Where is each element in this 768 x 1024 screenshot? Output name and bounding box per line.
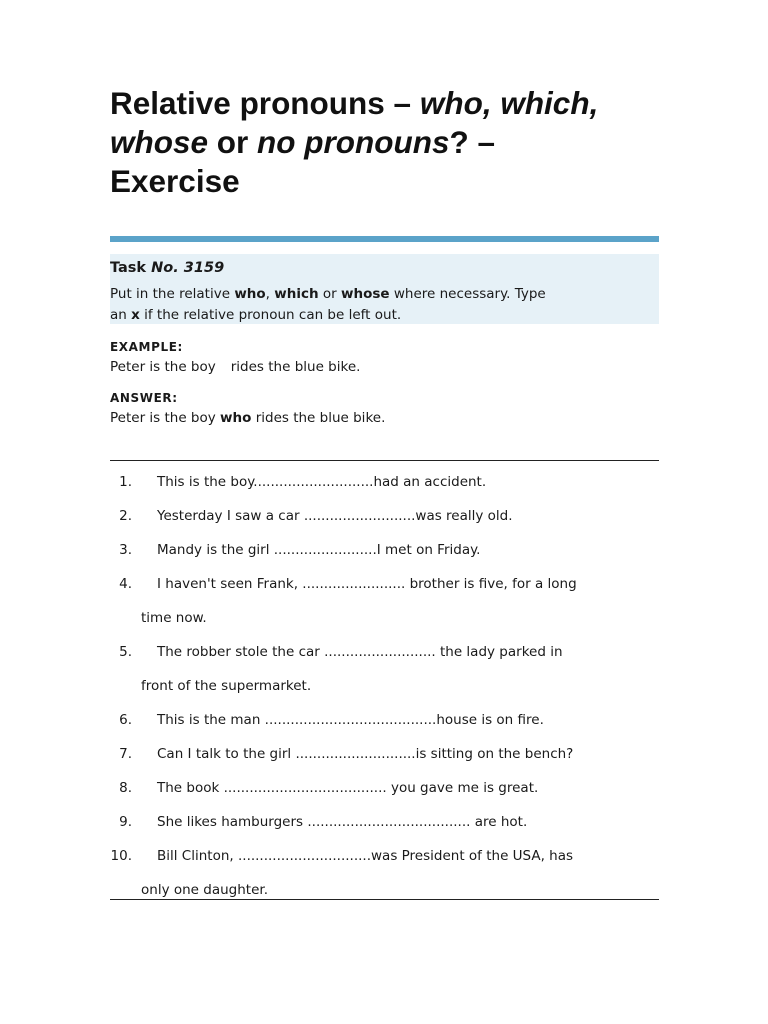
instr-text: where necessary. Type — [389, 286, 546, 302]
item-text: This is the boy............................had an accident. — [157, 474, 487, 490]
page-title — [110, 84, 670, 201]
title-part-3: whose — [110, 124, 209, 160]
item-text: This is the man ........................................house is on fire. — [157, 712, 544, 728]
answer-start: Peter is the boy — [110, 410, 221, 426]
title-part-2: who, which, — [419, 85, 599, 121]
task-box — [110, 254, 659, 324]
item-number: 10. — [110, 848, 132, 864]
item-number: 3. — [119, 542, 132, 558]
instr-text: or — [318, 286, 341, 302]
item-number: 6. — [119, 712, 132, 728]
task-heading — [110, 258, 224, 278]
example-label: EXAMPLE: — [110, 340, 183, 354]
list-bottom-rule — [110, 899, 659, 900]
item-text-continued: time now. — [141, 610, 207, 626]
instr-text: if the relative pronoun can be left out. — [139, 307, 402, 323]
item-text: Can I talk to the girl ............................is sitting on the bench? — [157, 746, 574, 762]
list-item — [110, 846, 659, 900]
task-number: 3159 — [178, 260, 225, 276]
item-number: 2. — [119, 508, 132, 524]
instr-whose: whose — [341, 286, 390, 302]
title-part-5: no pronouns — [257, 124, 450, 160]
answer-end: rides the blue bike. — [251, 410, 386, 426]
task-instruction — [110, 284, 630, 326]
list-top-rule — [110, 460, 659, 461]
task-label: Task — [110, 260, 152, 276]
list-item — [110, 642, 659, 696]
instr-which: which — [274, 286, 319, 302]
item-number: 5. — [119, 644, 132, 660]
example-sentence — [110, 357, 360, 377]
item-text: The robber stole the car .......................... the lady parked in — [157, 644, 563, 660]
instr-text: an — [110, 307, 132, 323]
instr-who: who — [234, 286, 266, 302]
task-no-label: No. — [151, 260, 179, 276]
title-part-7: Exercise — [110, 163, 240, 199]
item-text: Mandy is the girl ........................I met on Friday. — [157, 542, 481, 558]
item-number: 9. — [119, 814, 132, 830]
title-divider — [110, 236, 659, 242]
item-number: 7. — [119, 746, 132, 762]
item-number: 1. — [119, 474, 132, 490]
item-number: 8. — [119, 780, 132, 796]
answer-pronoun: who — [220, 410, 252, 426]
item-number: 4. — [119, 576, 132, 592]
list-item — [110, 574, 659, 628]
item-text: The book ...................................... you gave me is great. — [157, 780, 539, 796]
item-text: Bill Clinton, ...............................was President of the USA, has — [157, 848, 574, 864]
item-text: I haven't seen Frank, ........................ brother is five, for a long — [157, 576, 577, 592]
answer-sentence — [110, 408, 385, 428]
instr-x: x — [131, 307, 140, 323]
title-part-6: ? – — [449, 124, 496, 160]
answer-label: ANSWER: — [110, 391, 178, 405]
item-text-continued: only one daughter. — [141, 882, 268, 898]
item-text: She likes hamburgers ...................................... are hot. — [157, 814, 528, 830]
item-text: Yesterday I saw a car ..........................was really old. — [157, 508, 513, 524]
example-start: Peter is the boy — [110, 359, 216, 375]
item-text-continued: front of the supermarket. — [141, 678, 312, 694]
title-part-1: Relative pronouns – — [110, 85, 420, 121]
example-end: rides the blue bike. — [230, 359, 361, 375]
instr-text: Put in the relative — [110, 286, 235, 302]
instr-text: , — [265, 286, 275, 302]
title-part-4: or — [208, 124, 258, 160]
